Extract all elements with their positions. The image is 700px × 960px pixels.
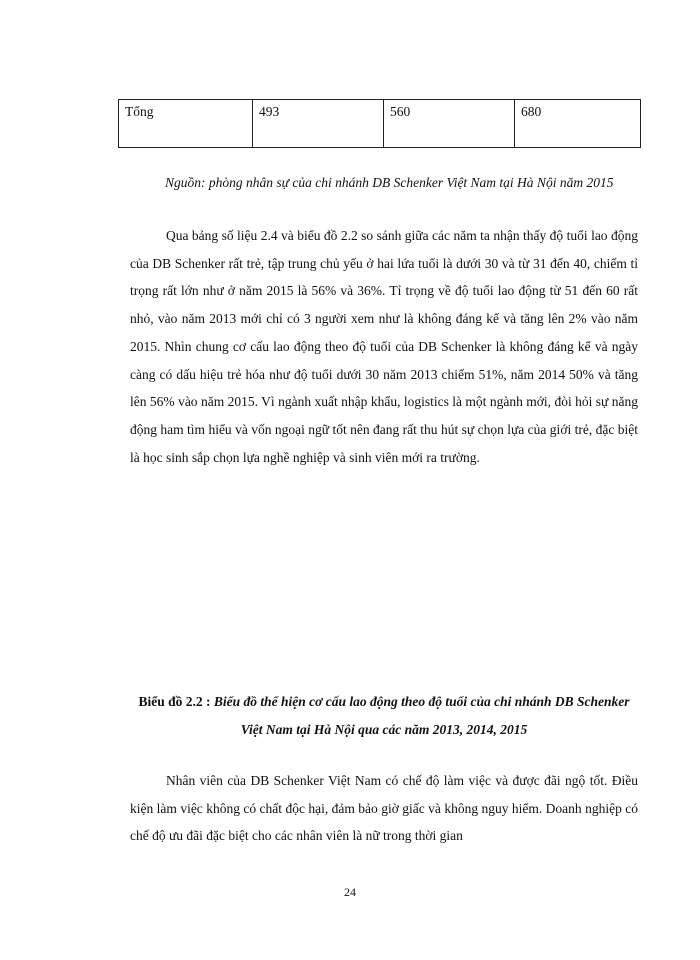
table-row [119, 100, 641, 148]
chart-caption [130, 688, 638, 744]
table-cell-label: Tổng [119, 100, 253, 148]
analysis-paragraph: Qua bảng số liệu 2.4 và biểu đồ 2.2 so sánh giữa các năm ta nhận thấy độ tuổi lao động của DB Schenker rất trẻ, tập trung chủ yếu ở hai lứa tuổi là dưới 30 và từ 31 đến 40, chiếm tỉ trọng rất lớn như ở năm 2015 là 56% và 36%. Tỉ trọng về độ tuổi lao động từ 51 đến 60 rất nhỏ, vào năm 2013 mới chỉ có 3 người xem như là không đáng kể và tăng lên 2% vào năm 2015. Nhìn chung cơ cấu lao động theo độ tuổi của DB Schenker là không đáng kể và ngày càng có dấu hiệu trẻ hóa như độ tuổi dưới 30 năm 2013 chiếm 51%, năm 2014 50% và tăng lên 56% vào năm 2015. Vì ngành xuất nhập khẩu, logistics là một ngành mới, đòi hỏi sự năng động ham tìm hiểu và vốn ngoại ngữ tốt nên đang rất thu hút sự chọn lựa của giới trẻ, đặc biệt là học sinh sắp chọn lựa nghề nghiệp và sinh viên mới ra trường. [130, 228, 638, 465]
table-source-note: Nguồn: phòng nhân sự của chi nhánh DB Schenker Việt Nam tại Hà Nội năm 2015 [165, 175, 614, 190]
table-cell-2013: 493 [253, 100, 384, 148]
table-cell-2015: 680 [515, 100, 641, 148]
page-number: 24 [344, 885, 356, 899]
benefits-paragraph: Nhân viên của DB Schenker Việt Nam có chế độ làm việc và được đãi ngộ tốt. Điều kiện làm việc không có chất độc hại, đảm bảo giờ giấc và không nguy hiểm. Doanh nghiệp có chế độ ưu đãi đặc biệt cho các nhân viên là nữ trong thời gian [130, 773, 638, 844]
caption-label: Biểu đồ 2.2 : [138, 694, 214, 709]
caption-title: Biểu đồ thể hiện cơ cấu lao động theo độ tuổi của chi nhánh DB Schenker Việt Nam tại Hà Nội qua các năm 2013, 2014, 2015 [213, 694, 630, 737]
table-cell-2014: 560 [384, 100, 515, 148]
labor-total-table [118, 99, 641, 148]
